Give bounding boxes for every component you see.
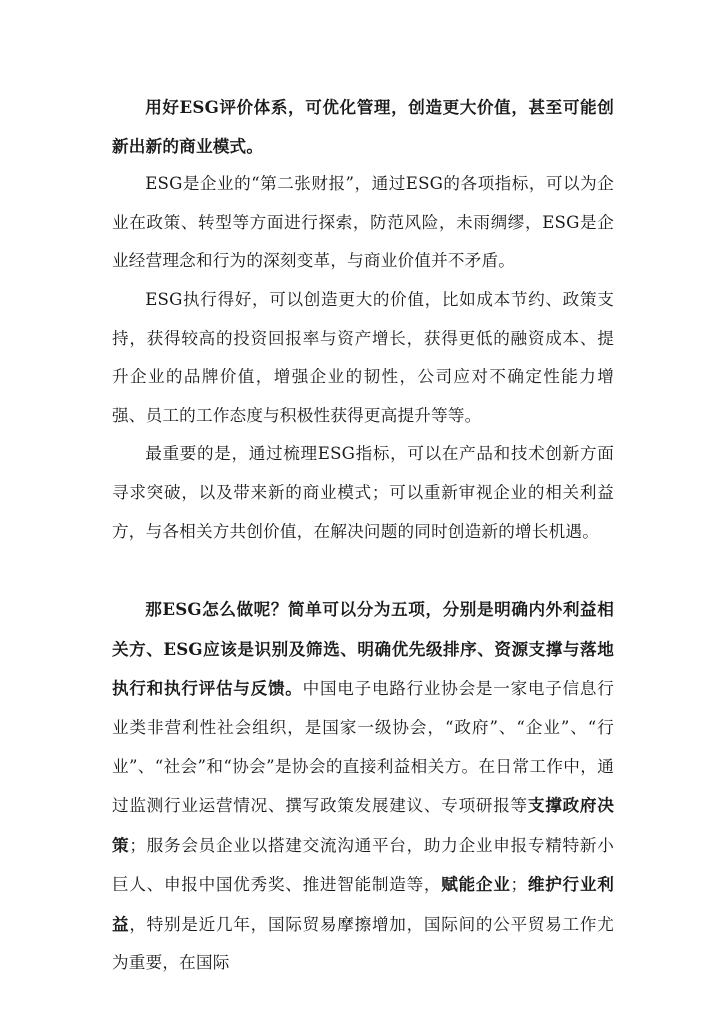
serve-members-text: ；服务会员企业以搭建交流沟通平台，助力企业申报专精特新小巨人、申报中国优秀奖、推进智能制造等， (112, 835, 615, 895)
paragraph-how-to (112, 590, 614, 983)
paragraph-innovation: 最重要的是，通过梳理ESG指标，可以在产品和技术创新方面寻求突破，以及带来新的商业模式；可以重新审视企业的相关利益方，与各相关方共创价值，在解决问题的同时创造新的增长机遇。 (112, 444, 614, 541)
protect-industry-bold: 维护行业利益 (112, 874, 614, 934)
paragraph-intro: 用好ESG评价体系，可优化管理，创造更大价值，甚至可能创新出新的商业模式。 (112, 97, 614, 156)
separator-text: ； (510, 875, 528, 895)
support-government-bold: 支撑政府决策 (112, 795, 614, 855)
association-intro-text: 中国电子电路行业协会是一家电子信息行业类非营利性社会组织，是国家一级协会，“政府”、“企业”、“行业”、“社会”和“协会”是协会的直接利益相关方。在日常工作中，通过监测行业运营情况、撰写政策发展建议、专项研报等 (112, 679, 614, 816)
how-to-steps-bold: 那ESG怎么做呢？简单可以分为五项，分别是明确内外利益相关方、ESG应该是识别及筛选、明确优先级排序、资源支撑与落地执行和执行评估与反馈。 (112, 599, 614, 699)
paragraph-execution-value: ESG执行得好，可以创造更大的价值，比如成本节约、政策支持，获得较高的投资回报率与资产增长，获得更低的融资成本、提升企业的品牌价值，增强企业的韧性，公司应对不确定性能力增强、员工的工作态度与积极性获得更高提升等等。 (112, 289, 614, 425)
document-page (112, 88, 614, 983)
paragraph-second-report: ESG是企业的“第二张财报”，通过ESG的各项指标，可以为企业在政策、转型等方面进行探索，防范风险，未雨绸缪，ESG是企业经营理念和行为的深刻变革，与商业价值并不矛盾。 (112, 174, 614, 271)
paragraph-spacer (112, 551, 614, 590)
empower-enterprises-bold: 赋能企业 (441, 874, 511, 895)
trade-text: ，特别是近几年，国际贸易摩擦增加，国际间的公平贸易工作尤为重要，在国际 (112, 914, 615, 973)
